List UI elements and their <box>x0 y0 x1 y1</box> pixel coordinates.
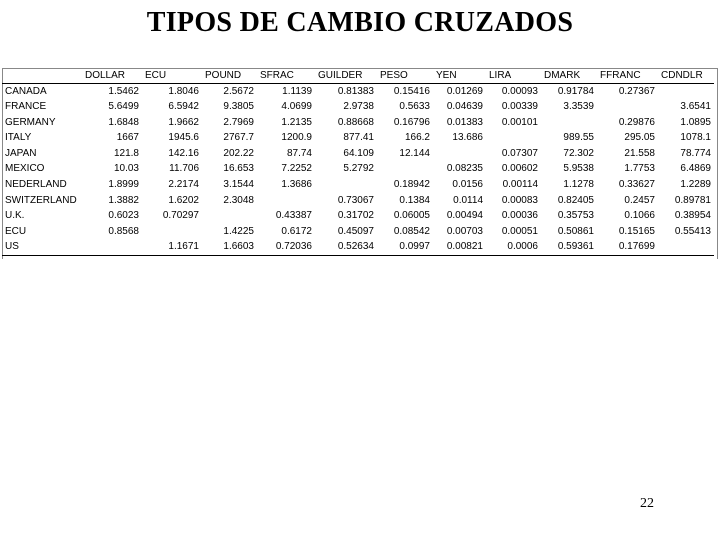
header-row <box>2 68 714 84</box>
rate-cell: 1.2289 <box>680 178 711 190</box>
page-number: 22 <box>640 496 654 511</box>
cross-rates-table <box>2 68 714 256</box>
rate-cell: 0.00821 <box>433 240 486 256</box>
rate-cell: 0.81383 <box>337 85 374 97</box>
rate-cell: 0.6172 <box>281 225 312 237</box>
rate-cell: 0.00093 <box>501 85 538 97</box>
rate-cell: 0.6023 <box>108 210 139 222</box>
column-header: ECU <box>142 68 202 84</box>
rate-cell: 0.00114 <box>502 178 538 190</box>
rate-cell: 0.89781 <box>674 194 711 206</box>
rate-cell: 295.05 <box>624 132 655 144</box>
rate-cell: 2767.7 <box>223 132 254 144</box>
rate-cell: 5.6499 <box>108 100 139 112</box>
rate-cell: 3.3539 <box>563 100 594 112</box>
rate-cell: 0.8568 <box>108 225 139 237</box>
rate-cell: 0.18942 <box>393 178 430 190</box>
rate-cell: 1.3686 <box>281 178 312 190</box>
row-label-cell: US <box>2 240 82 256</box>
rate-cell <box>142 224 202 240</box>
rate-cell: 0.1066 <box>624 210 655 222</box>
rate-cell: 0.08542 <box>393 225 430 237</box>
rate-cell <box>82 240 142 256</box>
rate-cell: 0.73067 <box>337 194 374 206</box>
rate-cell: 13.686 <box>452 132 483 144</box>
rate-cell: 0.50861 <box>557 225 594 237</box>
table-row <box>2 115 714 131</box>
rate-cell: 989.55 <box>563 132 594 144</box>
rate-cell: 0.00494 <box>446 210 483 222</box>
rate-cell: 1.9662 <box>168 116 199 128</box>
rate-cell <box>658 84 714 100</box>
row-label-cell: NEDERLAND <box>5 178 67 190</box>
rate-cell: 0.38954 <box>674 210 711 222</box>
rate-cell: 0.07307 <box>501 147 538 159</box>
rate-cell: 0.0114 <box>453 194 483 206</box>
rate-cell <box>315 177 377 193</box>
rate-cell: 21.558 <box>624 147 655 159</box>
rate-cell: 0.08235 <box>446 163 483 175</box>
rate-cell: 0.55413 <box>674 225 711 237</box>
table-body <box>2 84 714 256</box>
rate-cell: 0.0156 <box>452 178 483 190</box>
rate-cell: 11.706 <box>169 163 199 175</box>
rate-cell: 1.6603 <box>202 240 257 256</box>
rate-cell: 6.4869 <box>680 163 711 175</box>
table-row <box>2 162 714 178</box>
row-label-cell: MEXICO <box>5 163 45 175</box>
rate-cell: 4.0699 <box>281 100 312 112</box>
column-header: DOLLAR <box>82 68 142 84</box>
row-label-cell: FRANCE <box>5 100 47 112</box>
rate-cell: 202.22 <box>223 147 254 159</box>
rate-cell: 0.35753 <box>557 210 594 222</box>
rate-cell: 166.2 <box>404 132 430 144</box>
rate-cell: 1.8046 <box>168 85 199 97</box>
rate-cell: 0.59361 <box>541 240 597 256</box>
rate-cell: 6.5942 <box>168 100 199 112</box>
table-row <box>2 130 714 146</box>
rate-cell: 0.15416 <box>393 85 430 97</box>
rate-cell: 142.16 <box>168 147 199 159</box>
rate-cell: 0.06005 <box>393 210 430 222</box>
rate-cell: 0.29876 <box>618 116 655 128</box>
rate-cell: 0.00339 <box>501 100 538 112</box>
rate-cell: 0.2457 <box>624 194 655 206</box>
rate-cell <box>541 115 597 131</box>
rate-cell <box>433 146 486 162</box>
rate-cell: 0.04639 <box>446 100 483 112</box>
rate-cell: 2.5672 <box>223 85 254 97</box>
row-label-cell: CANADA <box>5 85 47 97</box>
rate-cell: 12.144 <box>399 147 430 159</box>
column-header: PESO <box>377 68 433 84</box>
row-label-cell: JAPAN <box>5 147 37 159</box>
column-header: POUND <box>202 68 257 84</box>
rate-cell <box>202 208 257 224</box>
rate-cell: 78.774 <box>680 147 711 159</box>
rate-cell: 0.43387 <box>275 210 312 222</box>
rate-cell: 0.91784 <box>557 85 594 97</box>
table-row <box>2 224 714 240</box>
rate-cell: 0.00101 <box>501 116 538 128</box>
rate-cell: 0.33627 <box>618 178 655 190</box>
rate-cell: 64.109 <box>343 147 374 159</box>
row-label-cell: U.K. <box>5 210 25 222</box>
table-row <box>2 177 714 193</box>
rate-cell: 9.3805 <box>223 100 254 112</box>
column-header: DMARK <box>541 68 597 84</box>
rate-cell: 877.41 <box>343 132 374 144</box>
rate-cell: 0.82405 <box>557 194 594 206</box>
rate-cell: 1.1278 <box>563 178 594 190</box>
rate-cell: 2.7969 <box>223 116 254 128</box>
rate-cell: 1.6202 <box>168 194 199 206</box>
rate-cell: 121.8 <box>113 147 139 159</box>
table-row <box>2 193 714 209</box>
rate-cell: 0.01383 <box>446 116 483 128</box>
table-row <box>2 146 714 162</box>
table-row <box>2 99 714 115</box>
rate-cell: 87.74 <box>286 147 312 159</box>
table-header <box>2 68 714 84</box>
rate-cell: 1.3882 <box>108 194 139 206</box>
row-label-cell: ECU <box>5 225 27 237</box>
row-label-cell: GERMANY <box>5 116 56 128</box>
rate-cell: 2.3048 <box>223 194 254 206</box>
corner-header-cell <box>2 68 82 84</box>
rate-cell: 0.88668 <box>337 116 374 128</box>
column-header: FFRANC <box>597 68 658 84</box>
rate-cell: 2.9738 <box>343 100 374 112</box>
rate-cell: 0.0997 <box>377 240 433 256</box>
rate-cell: 0.00602 <box>501 163 538 175</box>
row-label-cell: ITALY <box>5 132 32 144</box>
rate-cell: 1078.1 <box>680 132 711 144</box>
column-header: GUILDER <box>315 68 377 84</box>
column-header: LIRA <box>486 68 541 84</box>
rate-cell: 5.2792 <box>343 163 374 175</box>
rate-cell: 10.03 <box>113 163 139 175</box>
column-header: CDNDLR <box>658 68 714 84</box>
rate-cell: 0.72036 <box>257 240 315 256</box>
rate-cell: 0.52634 <box>315 240 377 256</box>
rate-cell: 0.45097 <box>337 225 374 237</box>
rate-cell: 1945.6 <box>168 132 199 144</box>
row-label-cell: SWITZERLAND <box>5 194 77 206</box>
rate-cell: 1667 <box>116 132 139 144</box>
rate-cell: 1.1671 <box>142 240 202 256</box>
rate-cell: 1.2135 <box>281 116 312 128</box>
rate-cell: 1.7753 <box>624 163 655 175</box>
rate-cell <box>597 99 658 115</box>
page-title: TIPOS DE CAMBIO CRUZADOS <box>146 7 574 38</box>
rate-cell: 2.2174 <box>168 178 199 190</box>
rate-cell: 16.653 <box>223 163 254 175</box>
rate-cell: 0.00051 <box>501 225 538 237</box>
rate-cell <box>377 162 433 178</box>
rate-cell: 0.70297 <box>162 210 199 222</box>
rate-cell: 1.1139 <box>282 85 312 97</box>
rate-cell: 1.4225 <box>223 225 254 237</box>
column-header: SFRAC <box>257 68 315 84</box>
rate-cell: 1200.9 <box>281 132 312 144</box>
table-row <box>2 208 714 224</box>
column-header: YEN <box>433 68 486 84</box>
rate-cell: 7.2252 <box>281 163 312 175</box>
rate-cell: 1.0895 <box>680 116 711 128</box>
rate-cell: 0.00036 <box>501 210 538 222</box>
rate-cell: 0.1384 <box>399 194 430 206</box>
rate-cell: 0.00083 <box>501 194 538 206</box>
rate-cell: 1.6848 <box>108 116 139 128</box>
rate-cell: 0.27367 <box>618 85 655 97</box>
rate-cell: 0.17699 <box>597 240 658 256</box>
rate-cell <box>257 193 315 209</box>
rate-cell: 0.0006 <box>486 240 541 256</box>
rate-cell: 3.1544 <box>223 178 254 190</box>
rate-cell: 1.8999 <box>108 178 139 190</box>
rate-cell: 3.6541 <box>680 100 711 112</box>
rate-cell: 72.302 <box>563 147 594 159</box>
table-row <box>2 240 714 256</box>
table-row <box>2 84 714 100</box>
rate-cell: 0.5633 <box>399 100 430 112</box>
rate-cell: 0.16796 <box>393 116 430 128</box>
rate-cell: 1.5462 <box>108 85 139 97</box>
rate-cell: 0.15165 <box>618 225 655 237</box>
rate-cell: 0.00703 <box>446 225 483 237</box>
rate-cell <box>486 130 541 146</box>
rate-cell <box>658 240 714 256</box>
rate-cell: 0.01269 <box>446 85 483 97</box>
rate-cell: 0.31702 <box>337 210 374 222</box>
rate-cell: 5.9538 <box>563 163 594 175</box>
